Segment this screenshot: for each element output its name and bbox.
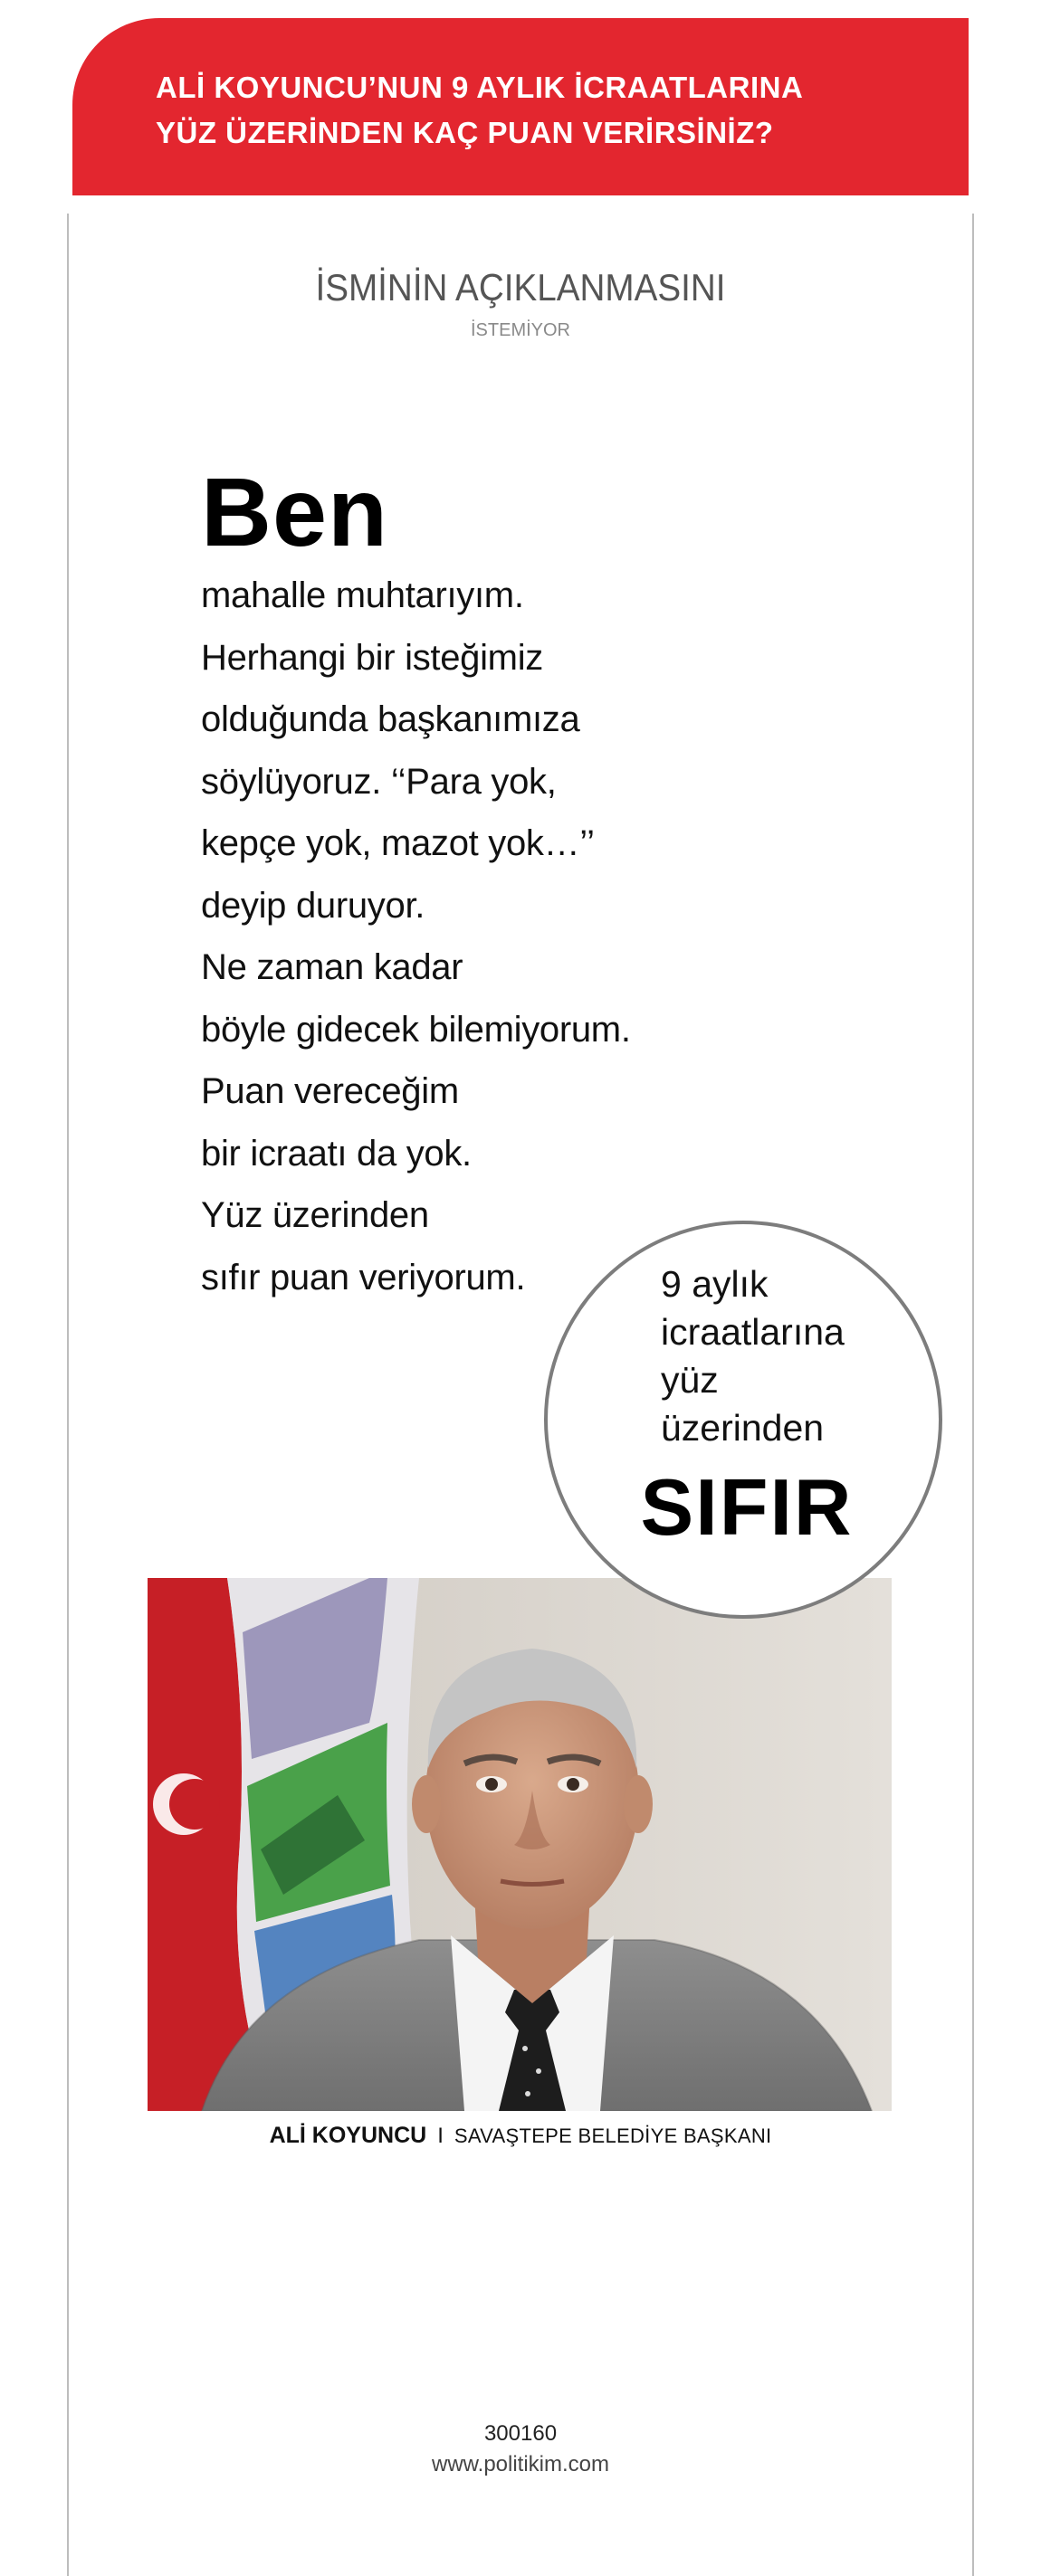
score-text-line: 9 aylık xyxy=(661,1263,769,1305)
quote-line: deyip duruyor. xyxy=(201,885,425,926)
score-description xyxy=(661,1260,845,1452)
score-badge xyxy=(544,1221,942,1619)
mayor-portrait-illustration xyxy=(148,1578,892,2111)
header-banner xyxy=(72,18,969,195)
respondent-name: İSMİNİN AÇIKLANMASINI xyxy=(315,266,726,309)
respondent-subtitle: İSTEMİYOR xyxy=(470,320,570,340)
header-title-line-2: YÜZ ÜZERİNDEN KAÇ PUAN VERİRSİNİZ? xyxy=(156,116,774,149)
quote-block xyxy=(201,457,708,1308)
quote-line: Herhangi bir isteğimiz xyxy=(201,637,543,678)
quote-line: Puan vereceğim xyxy=(201,1071,459,1111)
quote-line: sıfır puan veriyorum. xyxy=(201,1257,526,1298)
quote-line: söylüyoruz. ‘‘Para yok, xyxy=(201,761,557,802)
score-text-line: yüz xyxy=(661,1359,719,1401)
quote-line: Yüz üzerinden xyxy=(201,1195,429,1235)
quote-first-word: Ben xyxy=(201,457,389,566)
header-title-line-1: ALİ KOYUNCU’NUN 9 AYLIK İCRAATLARINA xyxy=(156,71,804,104)
score-value: SIFIR xyxy=(640,1462,854,1552)
quote-line: bir icraatı da yok. xyxy=(201,1133,472,1174)
mayor-photo xyxy=(148,1578,892,2111)
caption-separator: I xyxy=(437,2124,444,2148)
photo-caption xyxy=(0,2123,1041,2149)
footer-website: www.politikim.com xyxy=(431,2452,610,2476)
quote-line: kepçe yok, mazot yok…’’ xyxy=(201,823,595,863)
quote-line: Ne zaman kadar xyxy=(201,947,463,987)
caption-role: SAVAŞTEPE BELEDİYE BAŞKANI xyxy=(454,2124,772,2147)
caption-name: ALİ KOYUNCU xyxy=(269,2123,427,2148)
quote-line: mahalle muhtarıyım. xyxy=(201,575,524,615)
score-text-line: üzerinden xyxy=(661,1407,825,1449)
footer-number: 300160 xyxy=(483,2421,558,2446)
quote-line: olduğunda başkanımıza xyxy=(201,699,580,739)
quote-line: böyle gidecek bilemiyorum. xyxy=(201,1009,631,1050)
score-text-line: icraatlarına xyxy=(661,1311,845,1353)
